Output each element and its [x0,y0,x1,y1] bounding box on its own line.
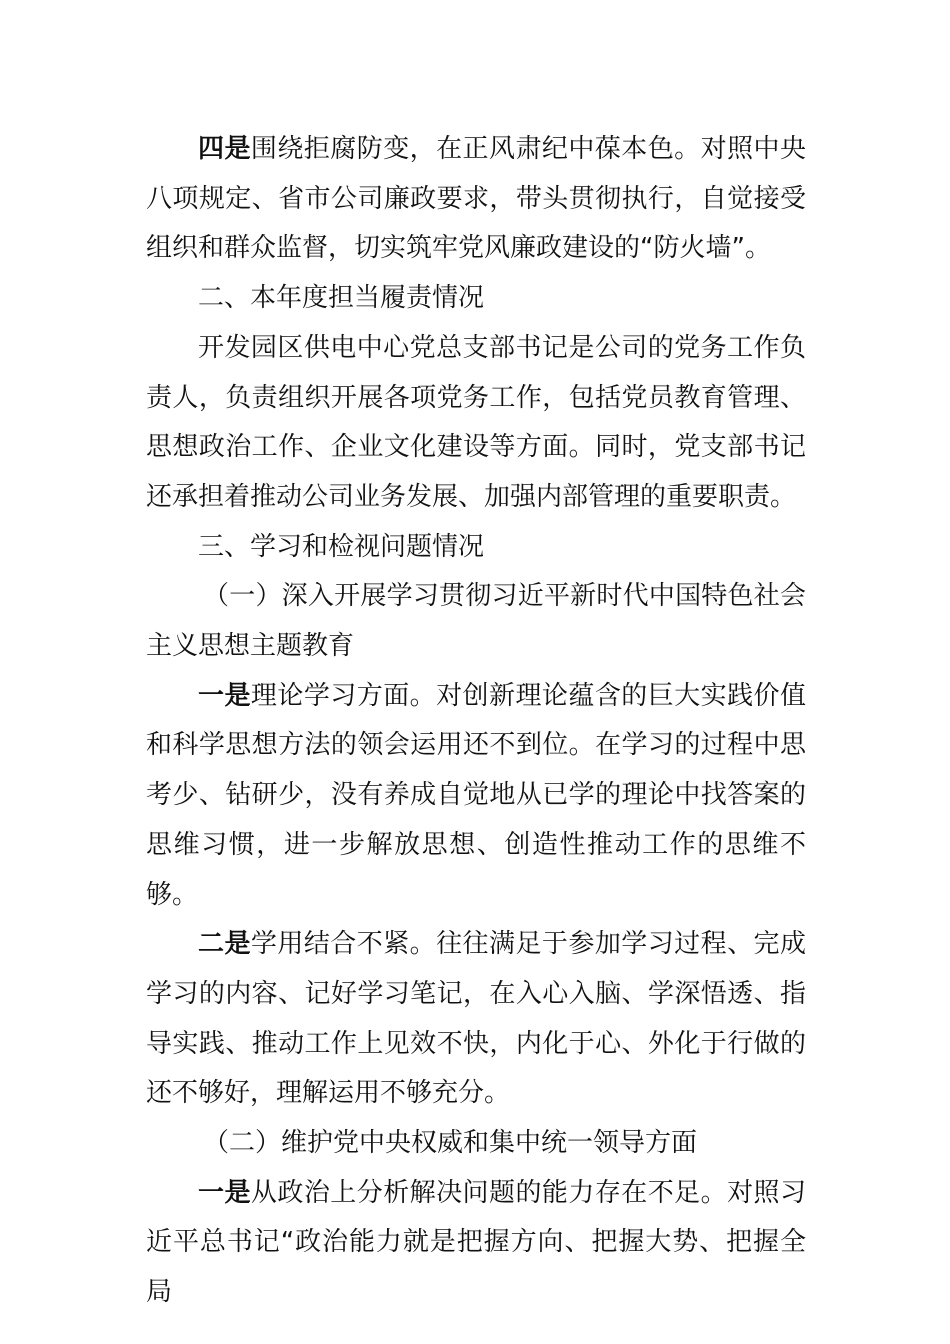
paragraph-lead: 一是 [198,680,251,711]
heading-text: 二、本年度担当履责情况 [198,283,485,314]
paragraph-text: 开发园区供电中心党总支部书记是公司的党务工作负责人，负责组织开展各项党务工作，包括党员教育管理、思想政治工作、企业文化建设等方面。同时，党支部书记还承担着推动公司业务发展、加强内部管理的重要职责。 [146,332,806,512]
heading-text: （二）维护党中央权威和集中统一领导方面 [203,1128,698,1159]
document-body [146,125,806,1318]
paragraph-text: 围绕拒腐防变，在正风肃纪中葆本色。对照中央八项规定、省市公司廉政要求，带头贯彻执行，自觉接受组织和群众监督，切实筑牢党风廉政建设的“防火墙”。 [146,134,806,264]
section-heading-2 [146,274,806,324]
paragraph-text: 从政治上分析解决问题的能力存在不足。对照习近平总书记“政治能力就是把握方向、把握大势、把握全局 [146,1177,806,1308]
paragraph-text: 学用结合不紧。往往满足于参加学习过程、完成学习的内容、记好学习笔记，在入心入脑、学深悟透、指导实践、推动工作上见效不快，内化于心、外化于行做的还不够好，理解运用不够充分。 [146,929,806,1109]
section-heading-3 [146,523,806,573]
paragraph-four-anti-corruption [146,125,806,274]
paragraph-responsibility [146,324,806,523]
subsection-heading-2 [146,1119,806,1169]
subsection-heading-1 [146,572,806,671]
heading-text: 三、学习和检视问题情况 [198,531,485,562]
paragraph-study-application [146,920,806,1119]
paragraph-political-ability [146,1169,806,1318]
heading-text: （一）深入开展学习贯彻习近平新时代中国特色社会主义思想主题教育 [146,581,806,662]
paragraph-lead: 一是 [198,1177,251,1208]
paragraph-theory-study [146,672,806,921]
paragraph-lead: 二是 [198,929,251,960]
paragraph-lead: 四是 [198,134,251,164]
paragraph-text: 理论学习方面。对创新理论蕴含的巨大实践价值和科学思想方法的领会运用还不到位。在学习的过程中思考少、钻研少，没有养成自觉地从已学的理论中找答案的思维习惯，进一步解放思想、创造性推动工作的思维不够。 [146,680,806,910]
